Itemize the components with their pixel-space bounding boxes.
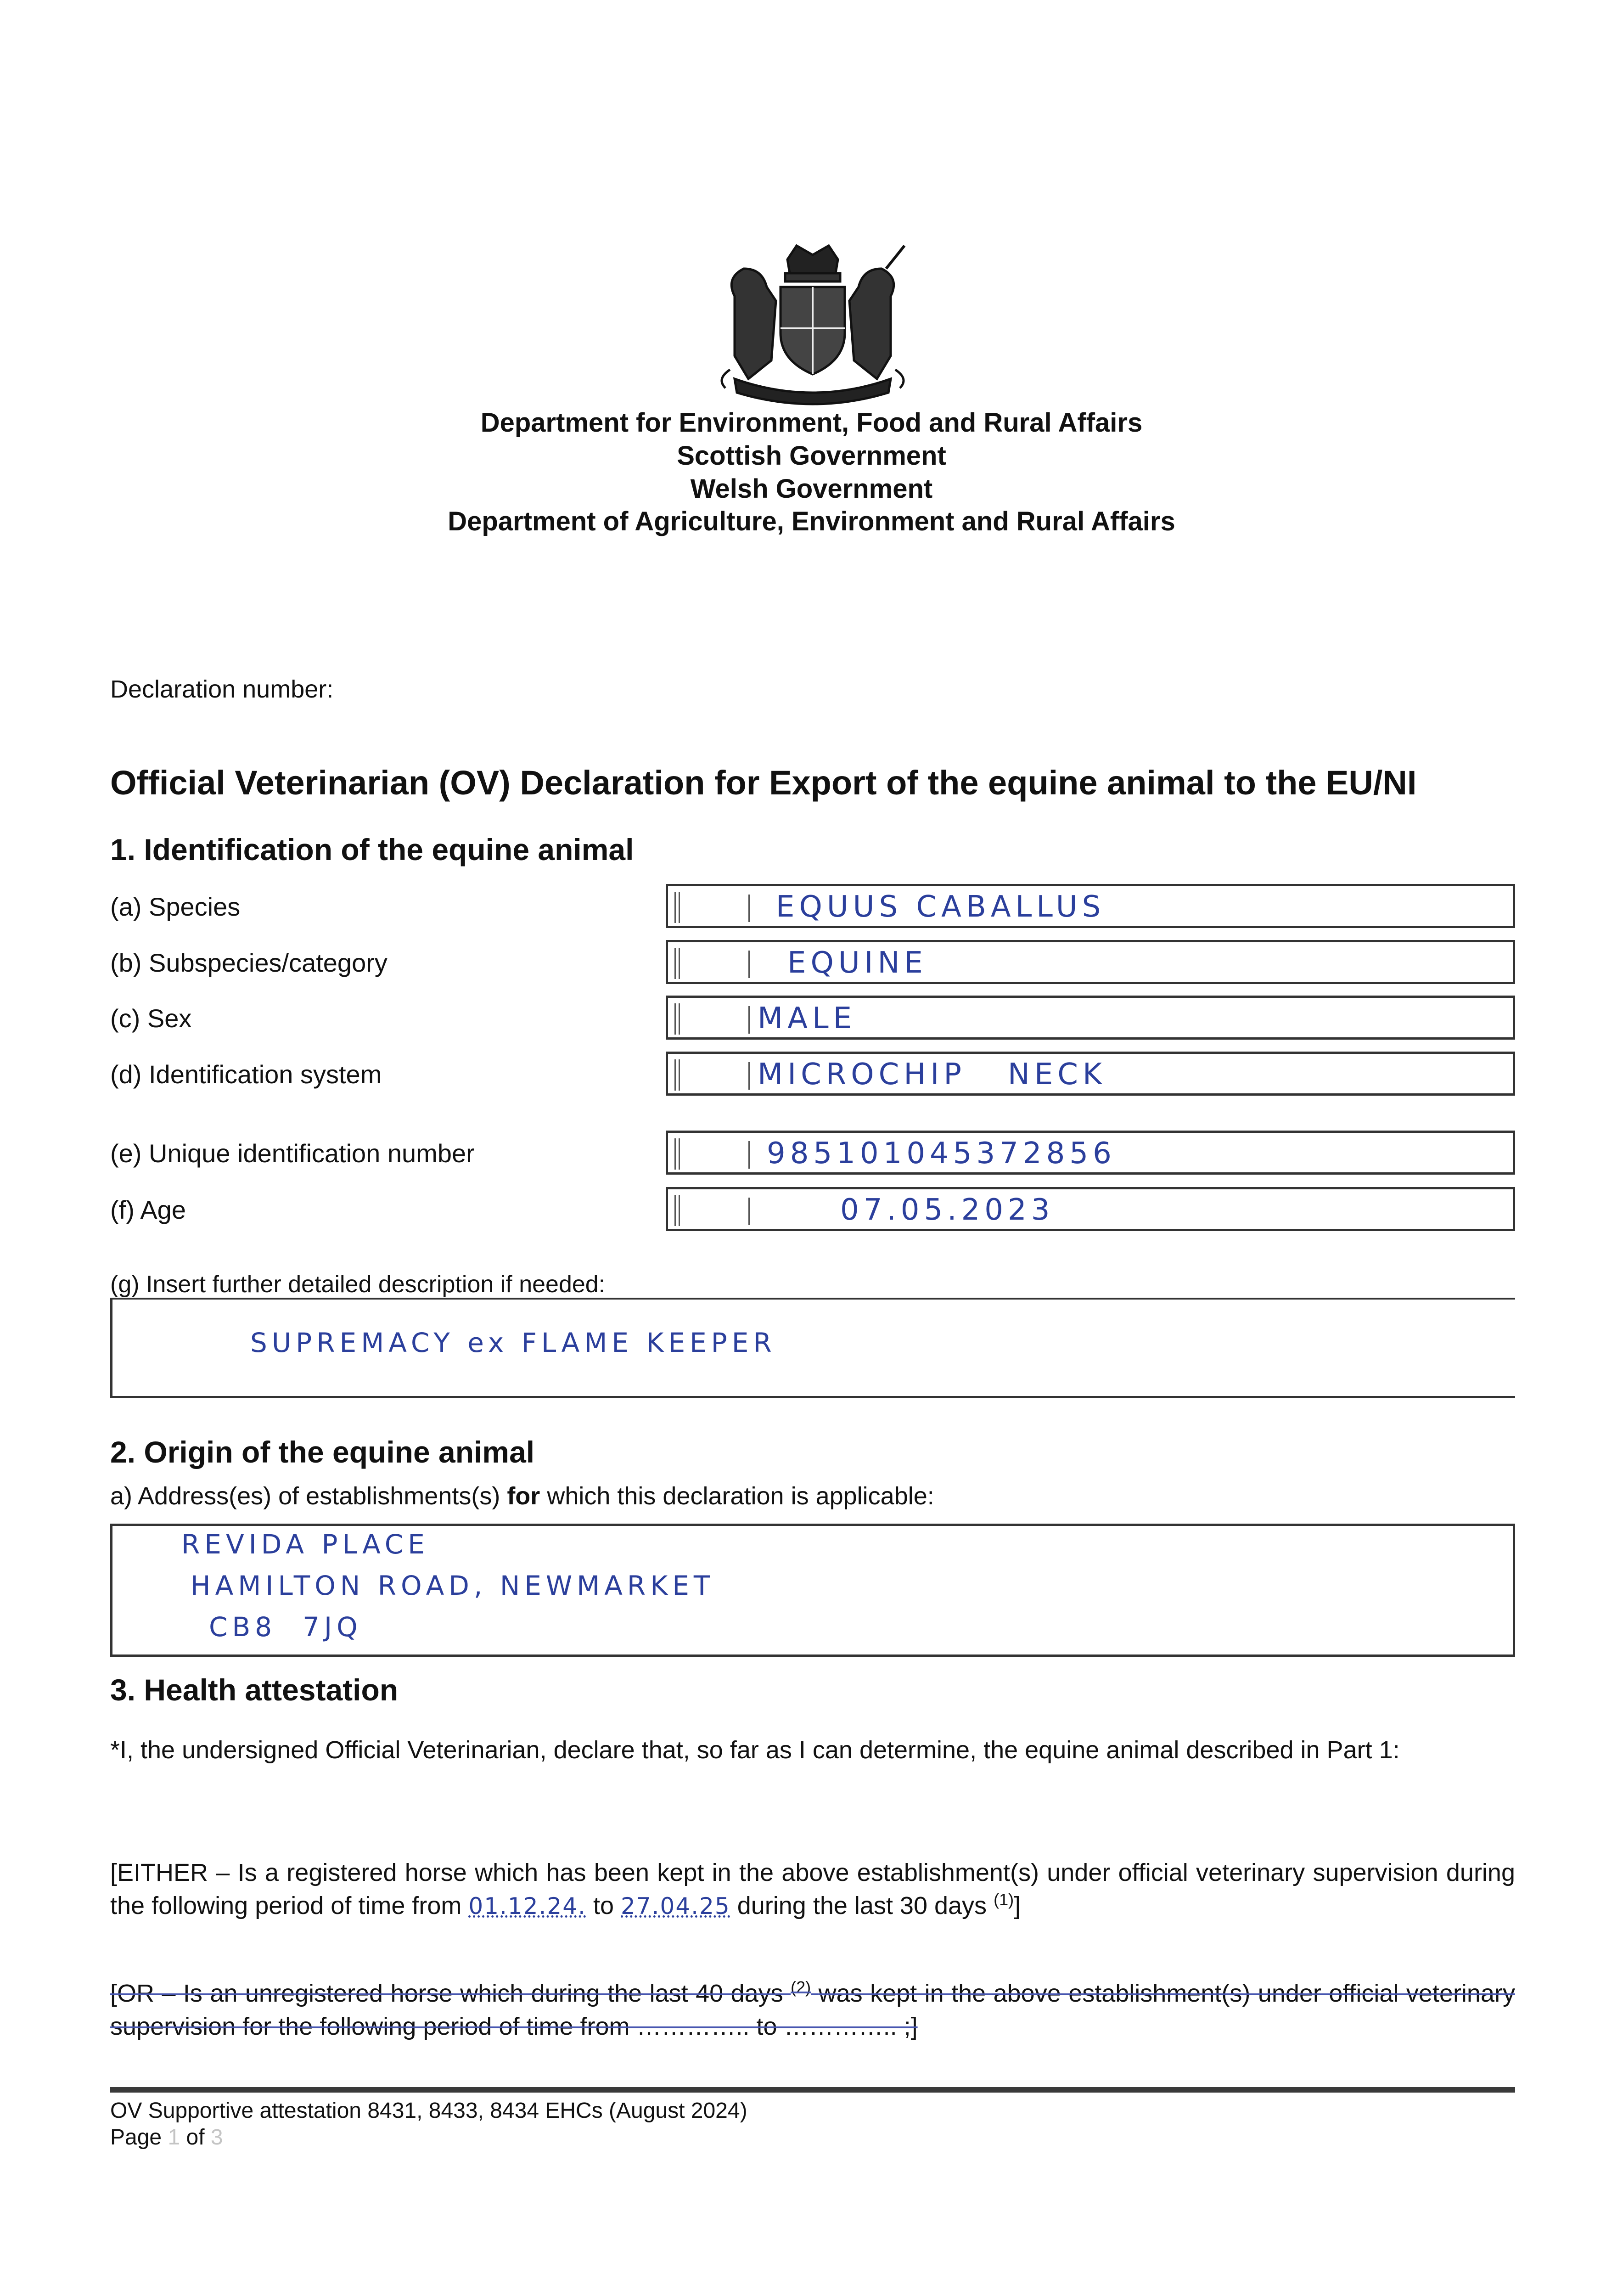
further-description-label: (g) Insert further detailed description if needed: [110, 1271, 606, 1298]
footer-attestation-ref: OV Supportive attestation 8431, 8433, 8434 EHCs (August 2024) [110, 2099, 747, 2123]
field-sex[interactable] [666, 996, 1515, 1040]
department-defra: Department for Environment, Food and Rural Affairs [480, 408, 1143, 438]
field-subspecies[interactable] [666, 940, 1515, 984]
field-age-value: 07.05.2023 [840, 1193, 1055, 1227]
address-line-1: REVIDA PLACE [181, 1529, 429, 1560]
footer-page-number: Page 1 of 3 [110, 2125, 223, 2150]
address-box[interactable] [110, 1524, 1515, 1657]
further-description-box[interactable] [110, 1300, 1515, 1398]
address-line-3: CB8 7JQ [209, 1611, 362, 1643]
field-unique-id[interactable] [666, 1131, 1515, 1175]
field-subspecies-value: EQUINE [787, 946, 927, 980]
field-species[interactable] [666, 884, 1515, 928]
department-welsh-gov: Welsh Government [690, 474, 933, 504]
address-line-2: HAMILTON ROAD, NEWMARKET [191, 1570, 715, 1601]
section2-heading: 2. Origin of the equine animal [110, 1435, 535, 1469]
attestation-intro: *I, the undersigned Official Veterinarian, declare that, so far as I can determine, the equine animal described in Part 1: [110, 1736, 1400, 1764]
field-sex-value: MALE [758, 1002, 857, 1035]
field-label-id-system: (d) Identification system [110, 1060, 382, 1089]
either-to-date: 27.04.25 [621, 1893, 730, 1919]
address-label: a) Address(es) of establishments(s) for which this declaration is applicable: [110, 1482, 934, 1510]
field-label-sex: (c) Sex [110, 1004, 192, 1033]
section1-heading: 1. Identification of the equine animal [110, 833, 634, 867]
or-clause-struck: [OR – Is an unregistered horse which during the last 40 days $^{(2)}$ was kept in the above establishment(s) under official veterinary supervision for the following period of time from ………….. to ………….. ;] [110, 1978, 1515, 2040]
further-description-value: SUPREMACY ex FLAME KEEPER [250, 1327, 776, 1358]
field-id-system-value: MICROCHIP NECK [758, 1058, 1106, 1092]
field-label-unique-id: (e) Unique identification number [110, 1139, 475, 1168]
department-scottish-gov: Scottish Government [677, 441, 946, 471]
field-species-value: EQUUS CABALLUS [776, 890, 1106, 924]
department-daera: Department of Agriculture, Environment and Rural Affairs [448, 506, 1175, 536]
field-label-subspecies: (b) Subspecies/category [110, 948, 387, 977]
field-label-age: (f) Age [110, 1195, 186, 1224]
section3-heading: 3. Health attestation [110, 1673, 399, 1707]
declaration-number-label: Declaration number: [110, 675, 334, 703]
field-unique-id-value: 985101045372856 [767, 1137, 1116, 1171]
either-from-date: 01.12.24. [468, 1893, 586, 1919]
either-clause: [EITHER – Is a registered horse which has been kept in the above establishment(s) under official veterinary supervision during the following period of time from 01.12.24. to 27.04.25 during the last 30 days $^{(1)}$] [110, 1859, 1515, 1919]
royal-coat-of-arms-seal [707, 241, 918, 406]
field-label-species: (a) Species [110, 892, 241, 921]
page-title: Official Veterinarian (OV) Declaration for Export of the equine animal to the EU/NI [110, 764, 1417, 802]
field-id-system[interactable] [666, 1052, 1515, 1096]
field-age[interactable] [666, 1187, 1515, 1231]
footer-rule [110, 2087, 1515, 2093]
